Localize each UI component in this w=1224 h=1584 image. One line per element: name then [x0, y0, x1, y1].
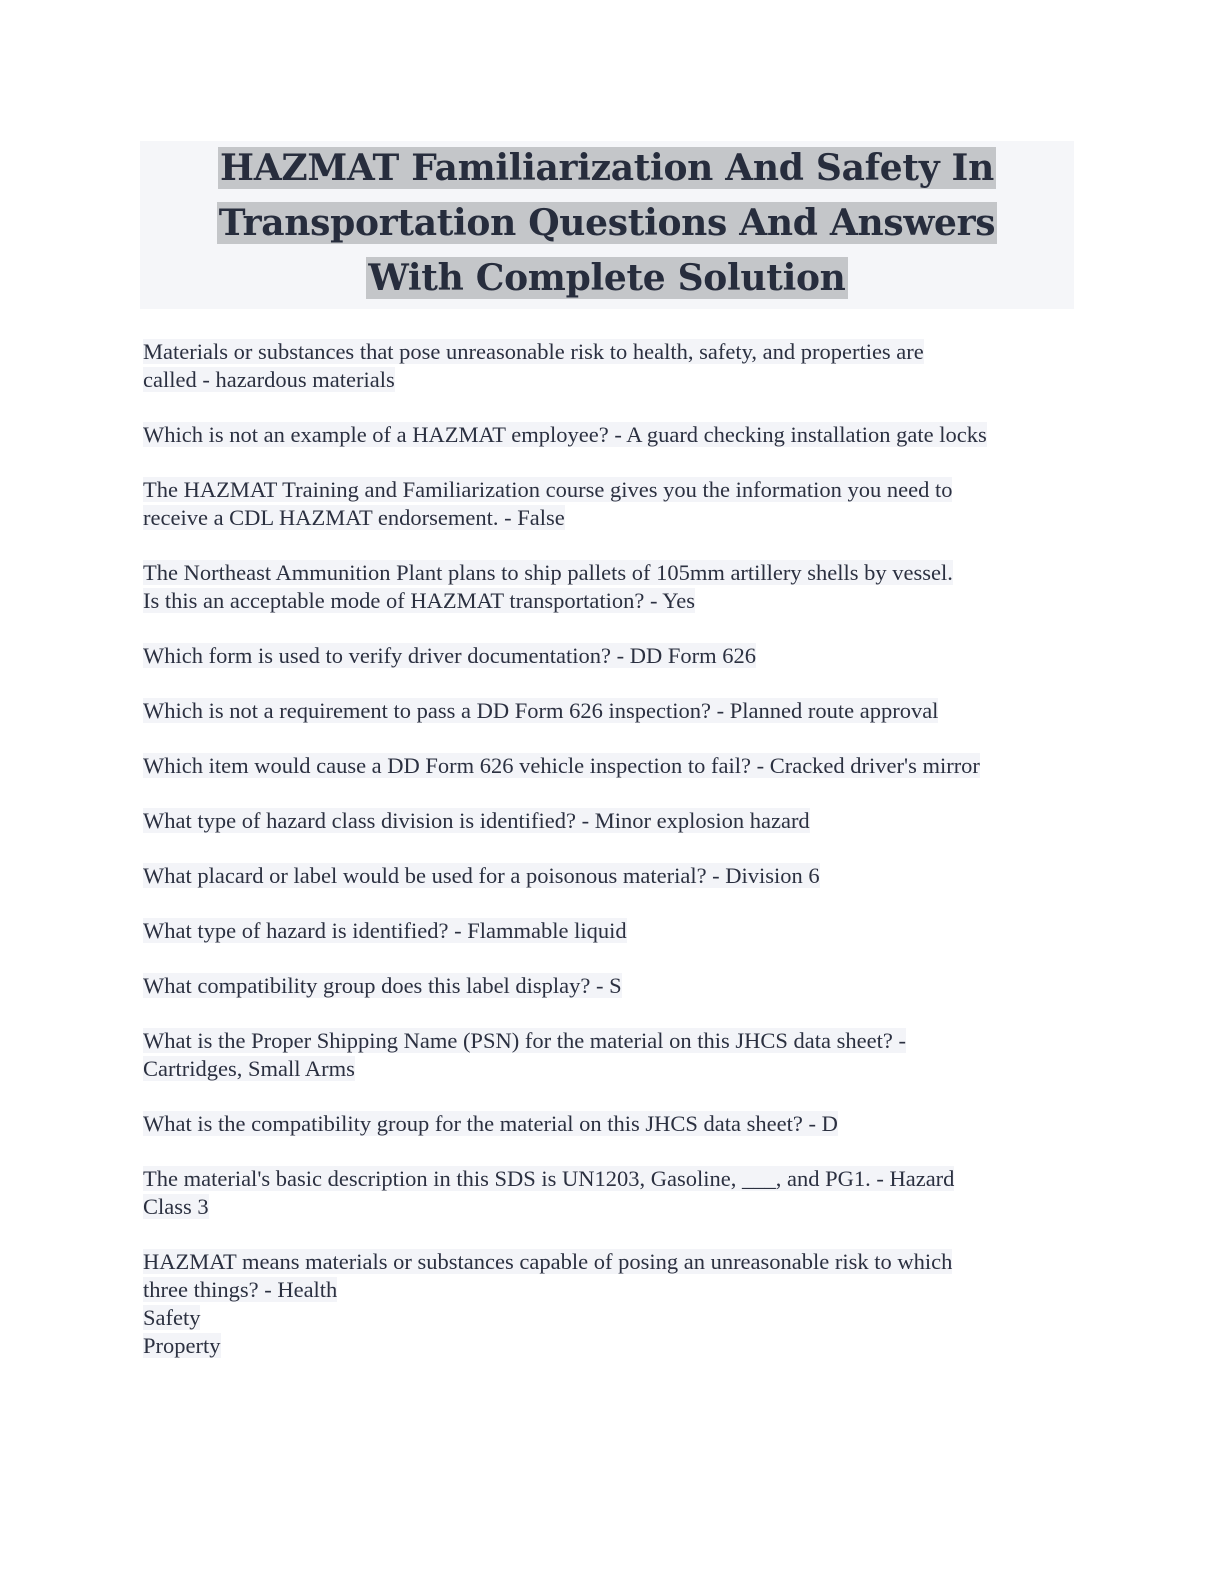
qa-item: [143, 338, 1078, 394]
title-line: [140, 251, 1074, 306]
qa-item: [143, 972, 1078, 1000]
qa-text: Cartridges, Small Arms: [143, 1056, 355, 1081]
qa-text: Property: [143, 1333, 221, 1358]
qa-list: [143, 338, 1078, 1387]
qa-text: What type of hazard is identified? - Flammable liquid: [143, 918, 627, 943]
qa-text: Materials or substances that pose unreasonable risk to health, safety, and properties are: [143, 339, 924, 364]
qa-text: Which is not an example of a HAZMAT employee? - A guard checking installation gate locks: [143, 422, 987, 447]
qa-item: [143, 752, 1078, 780]
title-text: HAZMAT Familiarization And Safety In: [220, 147, 994, 189]
qa-item: [143, 1110, 1078, 1138]
qa-item: [143, 1248, 1078, 1360]
qa-text: The HAZMAT Training and Familiarization course gives you the information you need to: [143, 477, 953, 502]
qa-item: [143, 476, 1078, 532]
document-title: [140, 141, 1074, 309]
qa-text: What is the Proper Shipping Name (PSN) for the material on this JHCS data sheet? -: [143, 1028, 906, 1053]
qa-text: The material's basic description in this SDS is UN1203, Gasoline, ___, and PG1. - Hazard: [143, 1166, 955, 1191]
qa-text: Which item would cause a DD Form 626 vehicle inspection to fail? - Cracked driver's mirror: [143, 753, 980, 778]
qa-item: [143, 1027, 1078, 1083]
qa-item: [143, 862, 1078, 890]
qa-item: [143, 421, 1078, 449]
qa-item: [143, 917, 1078, 945]
qa-item: [143, 559, 1078, 615]
qa-text: Which is not a requirement to pass a DD Form 626 inspection? - Planned route approval: [143, 698, 939, 723]
qa-text: three things? - Health: [143, 1277, 338, 1302]
qa-text: HAZMAT means materials or substances capable of posing an unreasonable risk to which: [143, 1249, 953, 1274]
qa-text: called - hazardous materials: [143, 367, 395, 392]
qa-text: Safety: [143, 1305, 201, 1330]
title-text: With Complete Solution: [368, 257, 846, 299]
qa-text: What is the compatibility group for the material on this JHCS data sheet? - D: [143, 1111, 838, 1136]
title-line: [140, 141, 1074, 196]
qa-text: Class 3: [143, 1194, 209, 1219]
qa-item: [143, 1165, 1078, 1221]
title-text: Transportation Questions And Answers: [218, 202, 996, 244]
qa-text: The Northeast Ammunition Plant plans to ship pallets of 105mm artillery shells by vessel.: [143, 560, 953, 585]
qa-text: Is this an acceptable mode of HAZMAT transportation? - Yes: [143, 588, 695, 613]
qa-text: What compatibility group does this label display? - S: [143, 973, 622, 998]
title-line: [140, 196, 1074, 251]
qa-text: receive a CDL HAZMAT endorsement. - False: [143, 505, 565, 530]
qa-text: Which form is used to verify driver documentation? - DD Form 626: [143, 643, 756, 668]
qa-text: What type of hazard class division is identified? - Minor explosion hazard: [143, 808, 810, 833]
qa-item: [143, 697, 1078, 725]
qa-item: [143, 642, 1078, 670]
qa-item: [143, 807, 1078, 835]
qa-text: What placard or label would be used for a poisonous material? - Division 6: [143, 863, 820, 888]
